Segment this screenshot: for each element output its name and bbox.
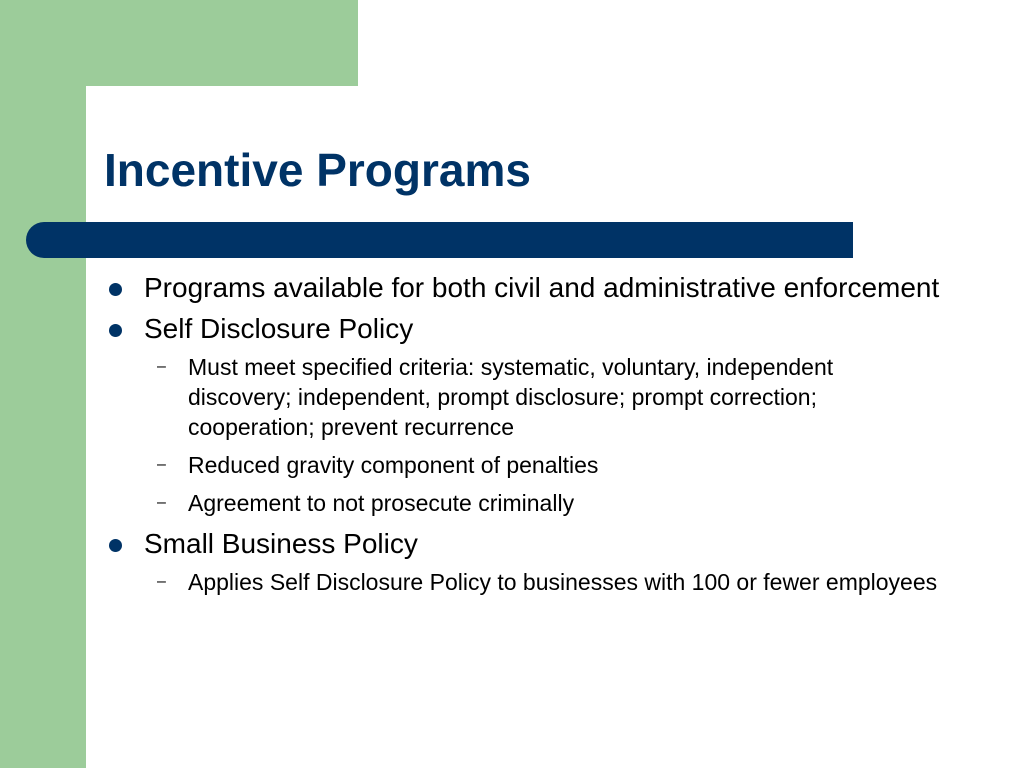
dash-icon: – (157, 494, 166, 511)
bullet-text: Self Disclosure Policy (144, 313, 414, 344)
dash-icon: – (157, 358, 166, 375)
bullet-item (104, 311, 1004, 347)
bullet-item (104, 526, 1004, 562)
dash-icon: – (157, 573, 166, 590)
sub-bullet-item (157, 488, 1004, 518)
sub-bullet-text: Agreement to not prosecute criminally (188, 490, 575, 516)
slide-title: Incentive Programs (104, 144, 531, 196)
bullet-dot-icon (109, 324, 122, 337)
bullet-text: Small Business Policy (144, 528, 418, 559)
sub-bullet-text: Must meet specified criteria: systematic, voluntary, independent discovery; independent, prompt disclosure; prompt correction; cooperation; prevent recurrence (188, 354, 834, 440)
sub-bullet-text: Reduced gravity component of penalties (188, 452, 599, 478)
bullet-list (104, 270, 1004, 605)
bullet-dot-icon (109, 283, 122, 296)
dash-icon: – (157, 456, 166, 473)
bullet-dot-icon (109, 539, 122, 552)
green-top-band (0, 0, 358, 86)
bullet-item (104, 270, 1004, 306)
green-side-band (0, 0, 86, 768)
title-underline-bar (26, 222, 853, 258)
sub-bullet-item (157, 352, 938, 442)
sub-bullet-item (157, 450, 1004, 480)
bullet-text: Programs available for both civil and administrative enforcement (144, 272, 940, 303)
sub-bullet-text: Applies Self Disclosure Policy to businesses with 100 or fewer employees (188, 569, 938, 595)
sub-bullet-item (157, 567, 1008, 597)
